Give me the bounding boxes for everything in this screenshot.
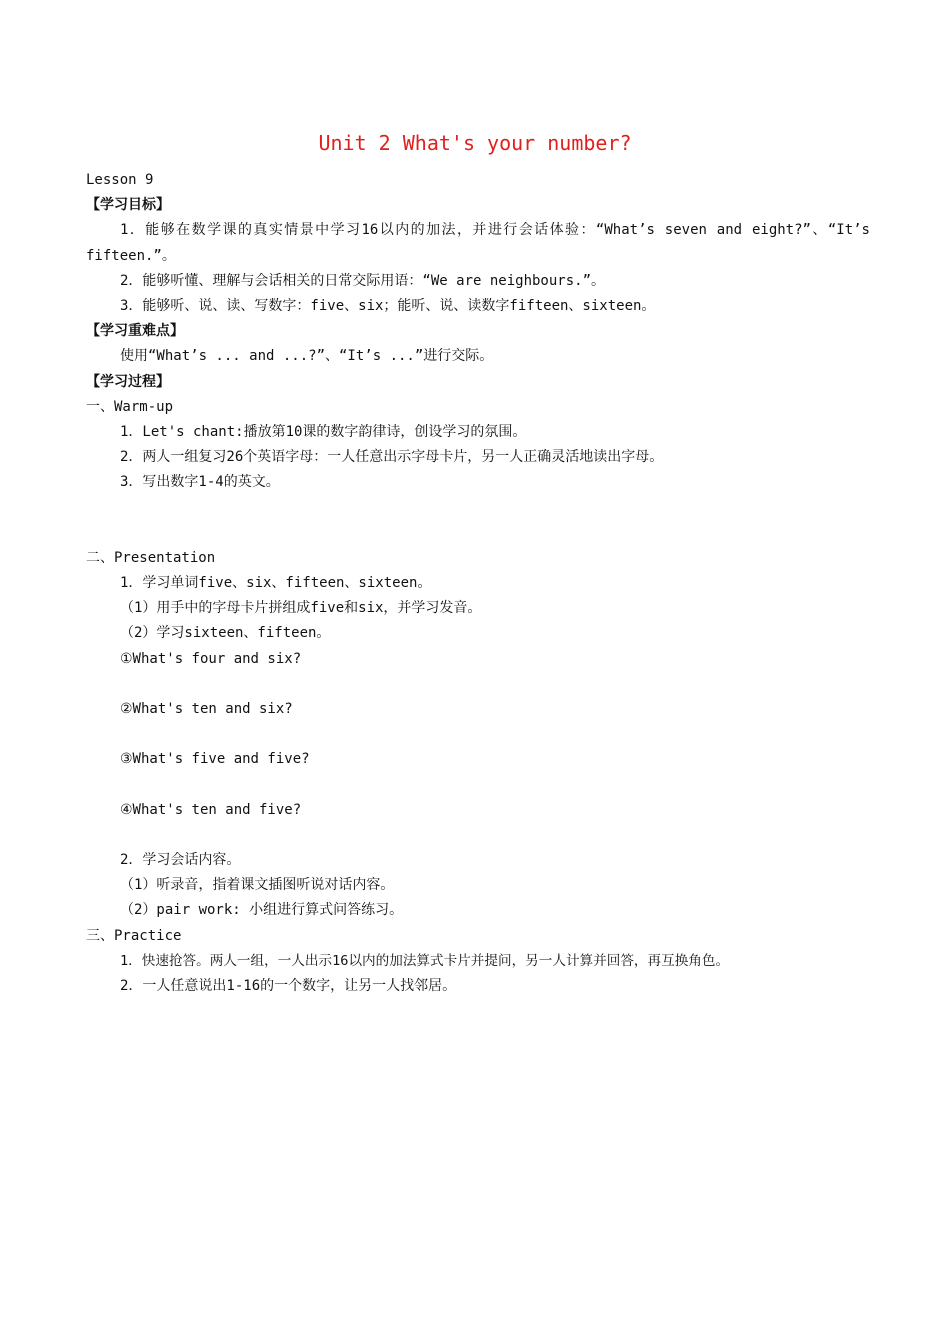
- spacer: [86, 722, 870, 747]
- presentation-substep: （2）学习sixteen、fifteen。: [120, 625, 331, 642]
- practice-item: 1．快速抢答。两人一组，一人出示16以内的加法算式卡片并提问，另一人计算并回答，再互换角色。: [120, 952, 730, 969]
- objective-item: 2．能够听懂、理解与会话相关的日常交际用语：“We are neighbours.”。: [120, 272, 606, 289]
- question-item: ①What's four and six?: [120, 650, 302, 667]
- practice-item: 2．一人任意说出1-16的一个数字，让另一人找邻居。: [120, 978, 457, 995]
- spacer: [86, 672, 870, 697]
- objectives-heading: 【学习目标】: [86, 197, 170, 214]
- process-heading: 【学习过程】: [86, 373, 170, 390]
- spacer: [86, 773, 870, 798]
- objective-item: 1．能够在数学课的真实情景中学习16以内的加法，并进行会话体验：“What’s seven and eight?”、“It’s fifteen.”。: [86, 222, 870, 264]
- spacer: [86, 823, 870, 848]
- lesson-label: Lesson 9: [86, 172, 154, 188]
- document-body: [86, 168, 870, 999]
- warmup-item: 2．两人一组复习26个英语字母：一人任意出示字母卡片，另一人正确灵活地读出字母。: [120, 449, 664, 466]
- warmup-heading: 一、Warm-up: [86, 398, 174, 415]
- warmup-item: 3．写出数字1-4的英文。: [120, 474, 280, 491]
- key-points-heading: 【学习重难点】: [86, 323, 184, 340]
- presentation-step: 1．学习单词five、six、fifteen、sixteen。: [120, 575, 432, 592]
- practice-heading: 三、Practice: [86, 927, 182, 944]
- presentation-substep: （1）听录音，指着课文插图听说对话内容。: [120, 877, 395, 894]
- question-item: ③What's five and five?: [120, 751, 310, 768]
- document-title: Unit 2 What's your number?: [318, 131, 632, 155]
- question-item: ②What's ten and six?: [120, 700, 293, 717]
- objective-item: 3．能够听、说、读、写数字：five、six；能听、说、读数字fifteen、sixteen。: [120, 297, 656, 314]
- question-item: ④What's ten and five?: [120, 801, 302, 818]
- key-points-text: 使用“What’s ... and ...?”、“It’s ...”进行交际。: [120, 348, 494, 365]
- presentation-heading: 二、Presentation: [86, 549, 216, 566]
- presentation-substep: （2）pair work: 小组进行算式问答练习。: [120, 902, 404, 919]
- warmup-item: 1．Let's chant:播放第10课的数字韵律诗，创设学习的氛围。: [120, 423, 527, 440]
- presentation-substep: （1）用手中的字母卡片拼组成five和six，并学习发音。: [120, 600, 482, 617]
- spacer: [86, 495, 870, 545]
- presentation-step: 2．学习会话内容。: [120, 852, 241, 869]
